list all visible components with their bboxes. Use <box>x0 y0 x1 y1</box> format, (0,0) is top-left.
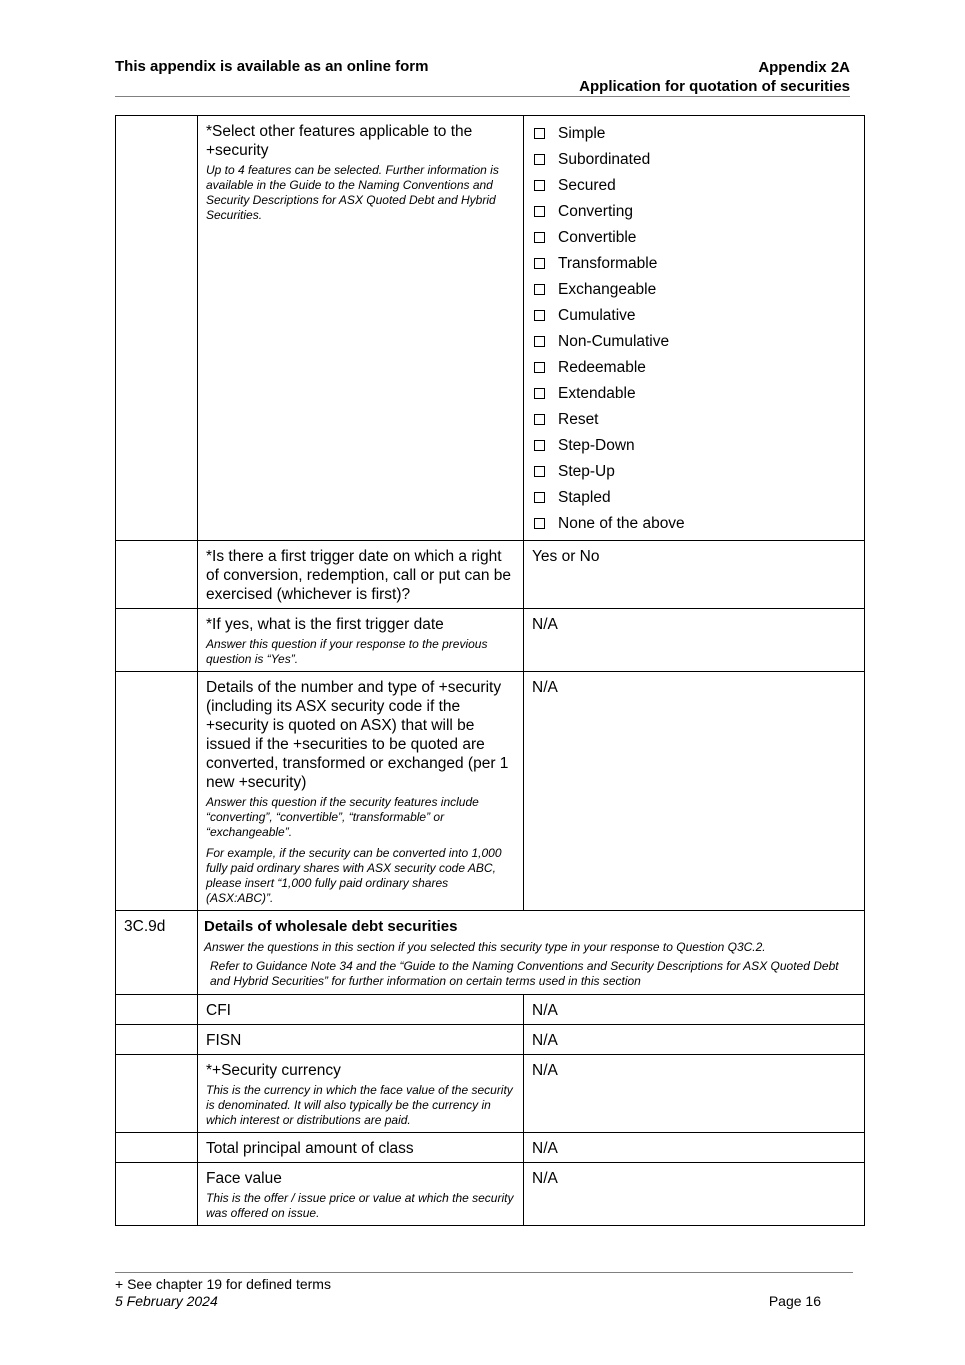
features-note: Up to 4 features can be selected. Further information is available in the Guide to the Naming Conventions and Security Descriptions for ASX Quoted Debt and Hybrid Securities. <box>206 163 499 222</box>
trigger-date-answer[interactable]: N/A <box>532 616 558 633</box>
face-value-label: Face value <box>206 1170 282 1187</box>
footer-defined-terms: + See chapter 19 for defined terms <box>115 1276 331 1292</box>
cfi-question-cell <box>198 995 524 1025</box>
row-number-cell <box>116 1055 198 1133</box>
feature-option-label: Step-Up <box>558 462 615 480</box>
trigger-question-cell <box>198 541 524 609</box>
features-options-cell <box>524 116 865 541</box>
feature-option-label: Redeemable <box>558 358 646 376</box>
feature-option-label: Non-Cumulative <box>558 332 670 350</box>
currency-answer[interactable]: N/A <box>532 1062 558 1079</box>
feature-option-converting[interactable] <box>532 198 856 224</box>
trigger-date-row <box>116 609 865 672</box>
feature-option-label: Reset <box>558 410 599 428</box>
feature-option-label: Step-Down <box>558 436 635 454</box>
checkbox-icon[interactable] <box>534 232 545 243</box>
conversion-answer[interactable]: N/A <box>532 679 558 696</box>
conversion-answer-cell[interactable] <box>524 672 865 911</box>
checkbox-icon[interactable] <box>534 414 545 425</box>
feature-option-transformable[interactable] <box>532 250 856 276</box>
trigger-date-answer-cell[interactable] <box>524 609 865 672</box>
feature-option-subordinated[interactable] <box>532 146 856 172</box>
conversion-example-note: For example, if the security can be converted into 1,000 fully paid ordinary shares with ASX security code ABC, please insert “1,000 fully paid ordinary shares (ASX:ABC)”. <box>206 846 502 905</box>
currency-answer-cell[interactable] <box>524 1055 865 1133</box>
principal-row <box>116 1133 865 1163</box>
header-appendix-number: Appendix 2A <box>758 59 850 76</box>
feature-option-label: Transformable <box>558 254 658 272</box>
section-number: 3C.9d <box>124 918 166 935</box>
section-number-cell <box>116 911 198 995</box>
conversion-question-cell <box>198 672 524 911</box>
checkbox-icon[interactable] <box>534 518 545 529</box>
checkbox-icon[interactable] <box>534 154 545 165</box>
currency-note: This is the currency in which the face value of the security is denominated. It will also typically be the currency in which interest or distributions are paid. <box>206 1083 513 1127</box>
feature-option-label: Extendable <box>558 384 636 402</box>
feature-option-non-cumulative[interactable] <box>532 328 856 354</box>
conversion-note: Answer this question if the security features include “converting”, “convertible”, “transformable” or “exchangeable”. <box>206 795 479 839</box>
checkbox-icon[interactable] <box>534 362 545 373</box>
fisn-label: FISN <box>206 1032 242 1049</box>
trigger-date-note: Answer this question if your response to the previous question is “Yes”. <box>206 637 488 666</box>
feature-option-step-up[interactable] <box>532 458 856 484</box>
features-row <box>116 116 865 541</box>
section-instruction-note: Answer the questions in this section if you selected this security type in your response to Question Q3C.2. <box>204 940 766 954</box>
checkbox-icon[interactable] <box>534 336 545 347</box>
conversion-row <box>116 672 865 911</box>
feature-option-label: Stapled <box>558 488 611 506</box>
row-number-cell <box>116 609 198 672</box>
face-value-answer-cell[interactable] <box>524 1163 865 1226</box>
trigger-answer[interactable]: Yes or No <box>532 548 600 565</box>
feature-option-exchangeable[interactable] <box>532 276 856 302</box>
header-appendix-title <box>579 58 850 96</box>
fisn-question-cell <box>198 1025 524 1055</box>
section-guidance-note: Refer to Guidance Note 34 and the “Guide to the Naming Conventions and Security Descriptions for ASX Quoted Debt and Hybrid Securities” for further information on certain terms used in this section <box>210 959 839 988</box>
feature-option-label: None of the above <box>558 514 685 532</box>
checkbox-icon[interactable] <box>534 128 545 139</box>
row-number-cell <box>116 116 198 541</box>
principal-answer[interactable]: N/A <box>532 1140 558 1157</box>
face-value-answer[interactable]: N/A <box>532 1170 558 1187</box>
footer-date: 5 February 2024 <box>115 1293 218 1309</box>
feature-option-redeemable[interactable] <box>532 354 856 380</box>
trigger-date-question-cell <box>198 609 524 672</box>
feature-option-extendable[interactable] <box>532 380 856 406</box>
fisn-row <box>116 1025 865 1055</box>
features-question-cell <box>198 116 524 541</box>
feature-option-label: Simple <box>558 124 606 142</box>
footer-page-number: Page 16 <box>768 1293 821 1309</box>
feature-option-label: Subordinated <box>558 150 651 168</box>
features-question: *Select other features applicable to the +security <box>206 123 473 159</box>
trigger-row <box>116 541 865 609</box>
feature-option-secured[interactable] <box>532 172 856 198</box>
feature-option-label: Secured <box>558 176 616 194</box>
feature-option-reset[interactable] <box>532 406 856 432</box>
feature-option-label: Converting <box>558 202 633 220</box>
face-value-question-cell <box>198 1163 524 1226</box>
row-number-cell <box>116 1025 198 1055</box>
checkbox-icon[interactable] <box>534 206 545 217</box>
checkbox-icon[interactable] <box>534 492 545 503</box>
trigger-question: *Is there a first trigger date on which a right of conversion, redemption, call or put can be exercised (whichever is first)? <box>206 548 512 603</box>
feature-option-simple[interactable] <box>532 120 856 146</box>
fisn-answer-cell[interactable] <box>524 1025 865 1055</box>
section-title: Details of wholesale debt securities <box>204 918 458 935</box>
header-appendix-subtitle: Application for quotation of securities <box>579 78 850 95</box>
page-header <box>115 58 850 97</box>
checkbox-icon[interactable] <box>534 466 545 477</box>
trigger-answer-cell[interactable] <box>524 541 865 609</box>
feature-option-convertible[interactable] <box>532 224 856 250</box>
header-online-form-note: This appendix is available as an online form <box>115 58 429 75</box>
feature-option-step-down[interactable] <box>532 432 856 458</box>
currency-row <box>116 1055 865 1133</box>
application-form-table <box>115 115 865 1226</box>
face-value-note: This is the offer / issue price or value at which the security was offered on issue. <box>206 1191 514 1220</box>
checkbox-icon[interactable] <box>534 388 545 399</box>
features-checkbox-list <box>532 120 856 536</box>
feature-option-none-of-the-above[interactable] <box>532 510 856 536</box>
checkbox-icon[interactable] <box>534 310 545 321</box>
feature-option-stapled[interactable] <box>532 484 856 510</box>
section-header-row <box>116 911 865 995</box>
checkbox-icon[interactable] <box>534 180 545 191</box>
cfi-label: CFI <box>206 1002 231 1019</box>
principal-question-cell <box>198 1133 524 1163</box>
page-footer <box>115 1272 853 1310</box>
section-title-cell <box>198 911 865 995</box>
currency-question: *+Security currency <box>206 1062 341 1079</box>
feature-option-label: Convertible <box>558 228 637 246</box>
checkbox-icon[interactable] <box>534 440 545 451</box>
feature-option-label: Exchangeable <box>558 280 657 298</box>
checkbox-icon[interactable] <box>534 284 545 295</box>
row-number-cell <box>116 1133 198 1163</box>
row-number-cell <box>116 672 198 911</box>
feature-option-label: Cumulative <box>558 306 636 324</box>
principal-answer-cell[interactable] <box>524 1133 865 1163</box>
cfi-row <box>116 995 865 1025</box>
principal-label: Total principal amount of class <box>206 1140 414 1157</box>
cfi-answer-cell[interactable] <box>524 995 865 1025</box>
feature-option-cumulative[interactable] <box>532 302 856 328</box>
row-number-cell <box>116 995 198 1025</box>
fisn-answer[interactable]: N/A <box>532 1032 558 1049</box>
face-value-row <box>116 1163 865 1226</box>
row-number-cell <box>116 541 198 609</box>
currency-question-cell <box>198 1055 524 1133</box>
conversion-question: Details of the number and type of +security (including its ASX security code if the +security is quoted on ASX) that will be issued if the +securities to be quoted are converted, transformed or exchanged (per 1 new +security) <box>206 679 509 791</box>
checkbox-icon[interactable] <box>534 258 545 269</box>
trigger-date-question: *If yes, what is the first trigger date <box>206 616 444 633</box>
cfi-answer[interactable]: N/A <box>532 1002 558 1019</box>
row-number-cell <box>116 1163 198 1226</box>
